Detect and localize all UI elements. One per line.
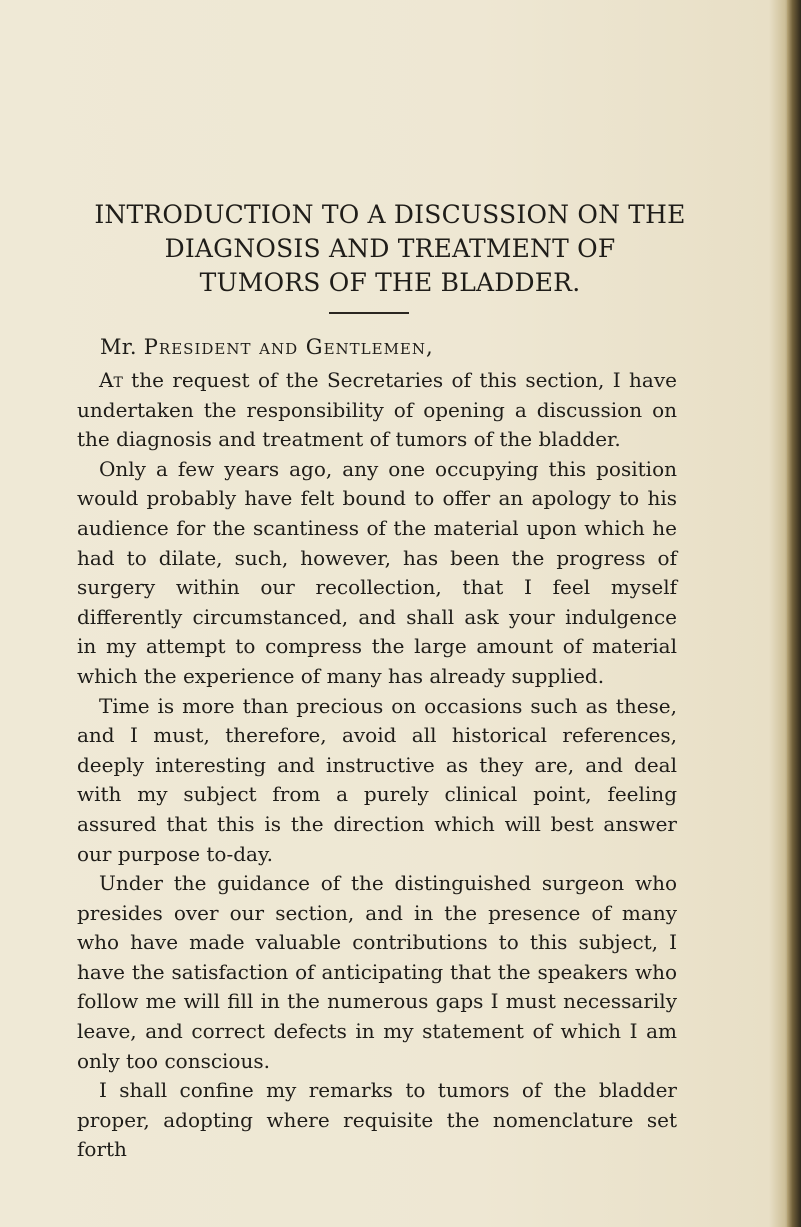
page-binding-edge bbox=[787, 0, 801, 1227]
paragraph-lead: At bbox=[99, 368, 123, 392]
title-rule-divider bbox=[329, 312, 409, 314]
salutation-prefix: Mr. bbox=[100, 335, 137, 359]
paragraph-5: I shall confine my remarks to tumors of the bladder proper, adopting where requisite the nomenclature set forth bbox=[77, 1078, 677, 1162]
paragraph-2: Only a few years ago, any one occupying this position would probably have felt bound to offer an apology to his audience for the scantiness of the material upon which he had to dilate, such, however, has been the progress of surgery within our recollection, that I feel myself differently circumstanced, and shall ask your indulgence in my attempt to compress the large amount of material which the experience of many has already supplied. bbox=[77, 456, 677, 688]
title-line-1: INTRODUCTION TO A DISCUSSION ON THE bbox=[94, 200, 686, 229]
salutation-words: President and Gentlemen, bbox=[143, 335, 434, 359]
title-line-3: TUMORS OF THE BLADDER. bbox=[199, 268, 581, 297]
title-line-2: DIAGNOSIS AND TREATMENT OF bbox=[164, 234, 616, 263]
paragraph-1 bbox=[77, 366, 677, 455]
paragraph-3: Time is more than precious on occasions such as these, and I must, therefore, avoid all historical references, deeply interesting and instructive as they are, and deal with my subject from a purely clinical point, feeling assured that this is the direction which will best answer our purpose to-day. bbox=[77, 693, 677, 866]
paragraph-text: the request of the Secretaries of this section, I have undertaken the responsibility of opening a discussion on the diagnosis and treatment of tumors of the bladder. bbox=[77, 368, 677, 452]
salutation bbox=[100, 332, 434, 362]
body-text bbox=[77, 366, 677, 1165]
article-title bbox=[60, 198, 720, 300]
paragraph-4: Under the guidance of the distinguished surgeon who presides over our section, and in the presence of many who have made valuable contributions to this subject, I have the satisfaction of anticipating that the speakers who follow me will fill in the numerous gaps I must necessarily leave, and correct defects in my statement of which I am only too conscious. bbox=[77, 871, 677, 1073]
